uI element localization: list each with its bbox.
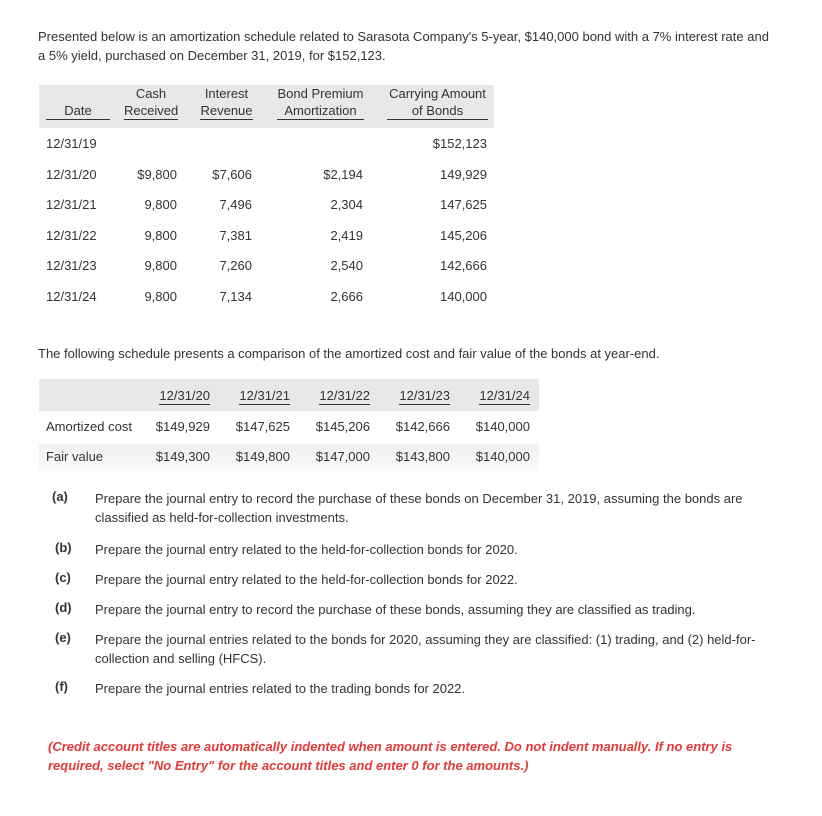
row-value: $147,625: [235, 419, 290, 434]
question-text: Prepare the journal entry to record the purchase of these bonds, assuming they are classified as trading.: [95, 602, 696, 617]
column-header: 12/31/21: [239, 388, 290, 403]
row-value: $9,800: [137, 166, 177, 182]
question-label: (b): [55, 540, 72, 555]
row-value: 2,419: [330, 227, 363, 243]
header-bond-premium: Bond Premium Amortization: [277, 86, 364, 118]
row-value: 2,666: [330, 288, 363, 304]
row-value: 145,206: [440, 227, 487, 243]
row-value: 2,540: [330, 258, 363, 273]
question-label: (a): [52, 489, 68, 504]
row-value: 7,134: [219, 288, 252, 304]
column-header: 12/31/23: [399, 388, 450, 403]
row-date: 12/31/19: [46, 136, 97, 151]
question-text: Prepare the journal entry related to the held-for-collection bonds for 2020.: [95, 542, 518, 557]
row-value: $140,000: [475, 449, 530, 464]
row-value: $143,800: [395, 449, 450, 464]
question-label: (c): [55, 570, 71, 585]
column-header: 12/31/22: [319, 388, 370, 403]
row-value: 7,260: [219, 258, 252, 273]
comparison-intro: The following schedule presents a comparison of the amortized cost and fair value of the bonds at year-end.: [38, 346, 660, 361]
question-label: (d): [55, 600, 72, 615]
row-value: 2,304: [330, 197, 363, 212]
row-date: 12/31/20: [46, 166, 97, 182]
row-label: Amortized cost: [46, 419, 132, 434]
column-header-cell: [430, 388, 530, 403]
question-text: Prepare the journal entry related to the held-for-collection bonds for 2022.: [95, 572, 518, 587]
header-interest-revenue: Interest Revenue: [200, 86, 253, 118]
header-date: Date: [46, 102, 110, 120]
header-cash-received: Cash Received: [124, 86, 179, 118]
instruction-note: (Credit account titles are automatically indented when amount is entered. Do not indent manually. If no entry is required, select "No Entry" for the account titles and enter 0 for the amounts.): [48, 739, 733, 773]
row-value: $149,300: [155, 449, 210, 464]
row-value: $147,000: [315, 449, 370, 464]
row-value: $140,000: [475, 419, 530, 434]
row-value: 147,625: [440, 197, 487, 212]
row-value: 9,800: [144, 227, 177, 243]
row-value: 7,381: [219, 227, 252, 243]
row-value: 140,000: [440, 288, 487, 304]
question-label: (e): [55, 630, 71, 645]
row-value: 149,929: [440, 166, 487, 182]
question-text: Prepare the journal entry to record the purchase of these bonds on December 31, 2019, assuming the bonds are classified as held-for-collection investments.: [95, 491, 743, 525]
row-value: 142,666: [440, 258, 487, 273]
row-value: 7,496: [219, 197, 252, 212]
row-date: 12/31/23: [46, 258, 97, 273]
question-text: Prepare the journal entries related to the bonds for 2020, assuming they are classified: (1) trading, and (2) held-for-collection and selling (HFCS).: [95, 632, 756, 666]
column-header: 12/31/20: [159, 388, 210, 403]
row-label: Fair value: [46, 449, 104, 464]
row-value: $152,123: [432, 136, 487, 151]
row-date: 12/31/22: [46, 227, 97, 243]
intro-text: Presented below is an amortization schedule related to Sarasota Company's 5-year, $140,000 bond with a 7% interest rate and a 5% yield, purchased on December 31, 2019, for $152,123.: [38, 29, 769, 63]
row-value: $142,666: [395, 419, 450, 434]
row-value: $149,929: [155, 419, 210, 434]
header-carrying-amount: Carrying Amount of Bonds: [387, 85, 488, 120]
question-label: (f): [55, 679, 68, 694]
row-value: 9,800: [144, 258, 177, 273]
row-value: 9,800: [144, 197, 177, 212]
row-date: 12/31/24: [46, 288, 97, 304]
row-value: $7,606: [212, 166, 252, 182]
row-value: $149,800: [235, 449, 290, 464]
row-value: 9,800: [144, 288, 177, 304]
row-value: $145,206: [315, 419, 370, 434]
row-value: $2,194: [323, 166, 363, 182]
question-text: Prepare the journal entries related to the trading bonds for 2022.: [95, 681, 466, 696]
column-header: 12/31/24: [479, 388, 530, 403]
row-date: 12/31/21: [46, 197, 97, 212]
